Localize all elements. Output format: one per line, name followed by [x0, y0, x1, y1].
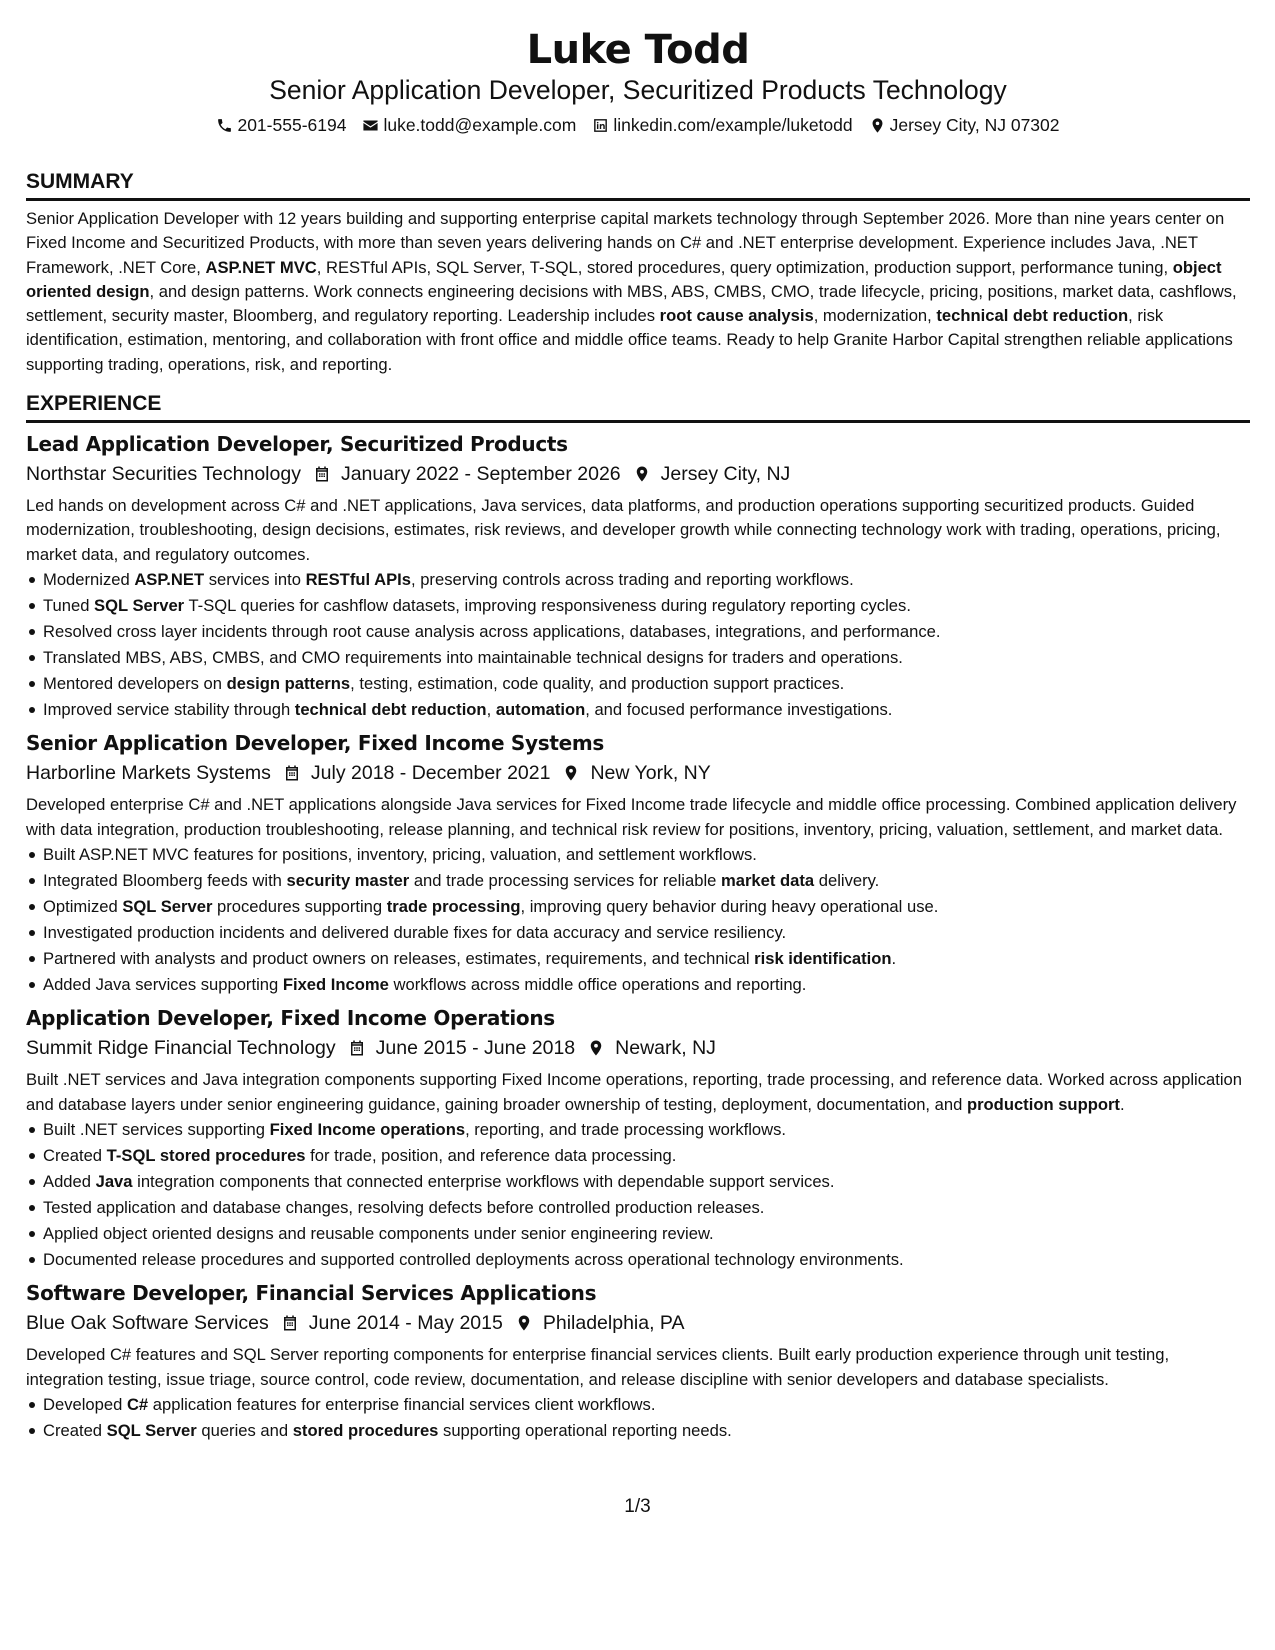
bullet-item: Built .NET services supporting Fixed Income operations, reporting, and trade processing workflows. — [26, 1117, 1250, 1143]
calendar-icon — [283, 764, 301, 782]
job-description: Led hands on development across C# and .NET applications, Java services, data platforms, and production operations supporting securitized products. Guided modernization, troubleshooting, design decisions, estimates, risk reviews, and developer growth while connecting technology work with trading, operations, pricing, market data, and regulatory outcomes. — [26, 496, 1221, 564]
map-pin-icon — [562, 764, 580, 782]
bullet-item: Integrated Bloomberg feeds with security master and trade processing services for reliable market data delivery. — [26, 868, 1250, 894]
map-pin-icon — [515, 1314, 533, 1332]
job-title: Application Developer, Fixed Income Operations — [26, 1006, 555, 1031]
bullet-item: Translated MBS, ABS, CMBS, and CMO requirements into maintainable technical designs for traders and operations. — [26, 645, 1250, 671]
job-list — [26, 431, 1250, 1444]
linkedin-text[interactable]: linkedin.com/example/luketodd — [613, 115, 853, 135]
emphasis: Fixed Income — [282, 974, 389, 994]
emphasis: design patterns — [226, 673, 351, 693]
job-bullets — [26, 1392, 1250, 1444]
emphasis: technical debt reduction — [936, 306, 1129, 326]
envelope-icon — [362, 117, 379, 134]
job-dates: January 2022 - September 2026 — [340, 463, 621, 486]
contact-email[interactable] — [362, 113, 576, 137]
job-entry — [26, 1005, 1250, 1272]
contact-linkedin[interactable] — [592, 113, 852, 137]
emphasis: ASP.NET MVC — [205, 257, 317, 277]
job-meta — [26, 1034, 1250, 1062]
calendar-icon — [313, 465, 331, 483]
emphasis: Fixed Income operations — [269, 1120, 466, 1140]
bullet-item: Documented release procedures and supported controlled deployments across operational technology environments. — [26, 1247, 1250, 1273]
contact-phone — [216, 113, 346, 137]
contact-bar — [26, 113, 1250, 137]
emphasis: production support — [966, 1094, 1120, 1114]
bullet-item: Added Java services supporting Fixed Income workflows across middle office operations and reporting. — [26, 972, 1250, 998]
job-company: Northstar Securities Technology — [26, 463, 301, 486]
job-bullets — [26, 567, 1250, 722]
job-title: Software Developer, Financial Services Applications — [26, 1281, 597, 1306]
job-description: Developed C# features and SQL Server reporting components for enterprise financial services clients. Built early production experience through unit testing, integration testing, issue triage, source control, code review, documentation, and release discipline with senior developers and database specialists. — [26, 1345, 1170, 1389]
emphasis: SQL Server — [94, 595, 185, 615]
bullet-item: Optimized SQL Server procedures supporting trade processing, improving query behavior during heavy operational use. — [26, 894, 1250, 920]
candidate-title: Senior Application Developer, Securitized Products Technology — [269, 75, 1007, 105]
emphasis: T-SQL stored procedures — [106, 1145, 306, 1165]
emphasis: security master — [286, 870, 410, 890]
job-company: Summit Ridge Financial Technology — [26, 1037, 336, 1060]
email-text[interactable]: luke.todd@example.com — [383, 115, 577, 135]
job-title: Senior Application Developer, Fixed Income Systems — [26, 731, 605, 756]
location-text: Jersey City, NJ 07302 — [889, 115, 1060, 135]
job-entry — [26, 730, 1250, 997]
emphasis: stored procedures — [292, 1420, 439, 1440]
emphasis: C# — [126, 1395, 149, 1415]
bullet-item: Partnered with analysts and product owners on releases, estimates, requirements, and technical risk identification. — [26, 946, 1250, 972]
emphasis: root cause analysis — [659, 306, 814, 326]
bullet-item: Created T-SQL stored procedures for trade, position, and reference data processing. — [26, 1143, 1250, 1169]
emphasis: technical debt reduction — [294, 699, 487, 719]
job-location: Newark, NJ — [615, 1037, 716, 1060]
job-location: Philadelphia, PA — [542, 1312, 685, 1335]
emphasis: ASP.NET — [134, 569, 205, 589]
job-description: Built .NET services and Java integration components supporting Fixed Income operations, reporting, trade processing, and reference data. Worked across application and database layers under senior engineering guidance, gaining broader ownership of testing, deployment, documentation, and production support. — [26, 1070, 1243, 1114]
job-meta — [26, 460, 1250, 488]
emphasis: SQL Server — [106, 1420, 197, 1440]
summary-heading: SUMMARY — [26, 169, 1250, 201]
job-location: Jersey City, NJ — [660, 463, 791, 486]
job-meta — [26, 1309, 1250, 1337]
bullet-item: Created SQL Server queries and stored procedures supporting operational reporting needs. — [26, 1418, 1250, 1444]
job-entry — [26, 1280, 1250, 1443]
bullet-item: Developed C# application features for enterprise financial services client workflows. — [26, 1392, 1250, 1418]
summary-section — [26, 169, 1250, 377]
bullet-item: Tested application and database changes, resolving defects before controlled production releases. — [26, 1195, 1250, 1221]
map-pin-icon — [869, 117, 886, 134]
page-number: 1/3 — [624, 1496, 651, 1517]
phone-text: 201-555-6194 — [237, 115, 347, 135]
job-entry — [26, 431, 1250, 722]
job-meta — [26, 759, 1250, 787]
phone-icon — [216, 117, 233, 134]
bullet-item: Modernized ASP.NET services into RESTful APIs, preserving controls across trading and reporting workflows. — [26, 567, 1250, 593]
linkedin-icon — [592, 117, 609, 134]
map-pin-icon — [633, 465, 651, 483]
emphasis: SQL Server — [122, 896, 213, 916]
bullet-item: Applied object oriented designs and reusable components under senior engineering review. — [26, 1221, 1250, 1247]
emphasis: risk identification — [754, 948, 892, 968]
experience-section — [26, 391, 1250, 1444]
summary-text: Senior Application Developer with 12 years building and supporting enterprise capital markets technology through September 2026. More than nine years center on Fixed Income and Securitized Products, with more than seven years delivering hands on C# and .NET enterprise development. Experience includes Java, .NET Framework, .NET Core, ASP.NET MVC, RESTful APIs, SQL Server, T-SQL, stored procedures, query optimization, production support, performance tuning, object oriented design, and design patterns. Work connects engineering decisions with MBS, ABS, CMBS, CMO, trade lifecycle, pricing, positions, market data, cashflows, settlement, security master, Bloomberg, and regulatory reporting. Leadership includes root cause analysis, modernization, technical debt reduction, risk identification, estimation, mentoring, and collaboration with front office and middle office teams. Ready to help Granite Harbor Capital strengthen reliable applications supporting trading, operations, risk, and reporting. — [26, 209, 1237, 374]
job-bullets — [26, 1117, 1250, 1272]
bullet-item: Improved service stability through technical debt reduction, automation, and focused performance investigations. — [26, 697, 1250, 723]
job-location: New York, NY — [590, 762, 711, 785]
resume-header — [26, 26, 1250, 137]
job-company: Harborline Markets Systems — [26, 762, 271, 785]
emphasis: market data — [720, 870, 815, 890]
calendar-icon — [281, 1314, 299, 1332]
calendar-icon — [348, 1039, 366, 1057]
bullet-item: Added Java integration components that connected enterprise workflows with dependable support services. — [26, 1169, 1250, 1195]
emphasis: object oriented design — [26, 257, 1222, 301]
contact-location — [869, 113, 1060, 137]
emphasis: trade processing — [386, 896, 521, 916]
job-dates: June 2015 - June 2018 — [375, 1037, 576, 1060]
bullet-item: Built ASP.NET MVC features for positions, inventory, pricing, valuation, and settlement workflows. — [26, 842, 1250, 868]
bullet-item: Resolved cross layer incidents through root cause analysis across applications, databases, integrations, and performance. — [26, 619, 1250, 645]
bullet-item: Mentored developers on design patterns, testing, estimation, code quality, and production support practices. — [26, 671, 1250, 697]
map-pin-icon — [587, 1039, 605, 1057]
candidate-name: Luke Todd — [526, 27, 750, 73]
bullet-item: Tuned SQL Server T-SQL queries for cashflow datasets, improving responsiveness during regulatory reporting cycles. — [26, 593, 1250, 619]
bullet-item: Investigated production incidents and delivered durable fixes for data accuracy and service resiliency. — [26, 920, 1250, 946]
job-dates: July 2018 - December 2021 — [310, 762, 551, 785]
resume-page — [26, 26, 1250, 1444]
job-description: Developed enterprise C# and .NET applications alongside Java services for Fixed Income trade lifecycle and middle office processing. Combined application delivery with data integration, production troubleshooting, release planning, and technical risk review for positions, inventory, pricing, valuation, settlement, and market data. — [26, 795, 1237, 839]
job-dates: June 2014 - May 2015 — [308, 1312, 503, 1335]
job-company: Blue Oak Software Services — [26, 1312, 269, 1335]
emphasis: Java — [95, 1171, 133, 1191]
experience-heading: EXPERIENCE — [26, 391, 1250, 423]
emphasis: RESTful APIs — [305, 569, 411, 589]
emphasis: automation — [495, 699, 586, 719]
job-title: Lead Application Developer, Securitized Products — [26, 432, 568, 457]
job-bullets — [26, 842, 1250, 997]
